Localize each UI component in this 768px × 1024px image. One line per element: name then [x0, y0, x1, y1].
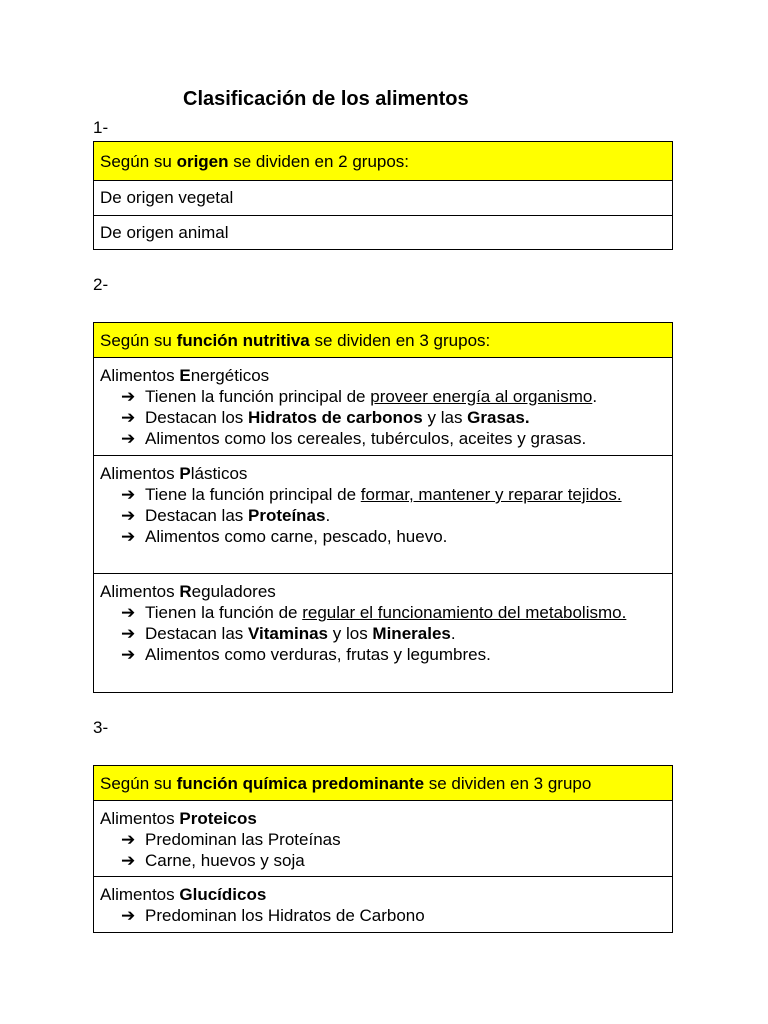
nutritive-table-header: Según su función nutritiva se dividen en 3 grupos:: [94, 323, 673, 358]
group-title: Alimentos Energéticos: [100, 366, 270, 385]
list-item: ➔ Carne, huevos y soja: [121, 851, 305, 870]
list-item: ➔ Tiene la función principal de formar, mantener y reparar tejidos.: [121, 485, 622, 504]
group-glucidicos: [94, 877, 673, 933]
arrow-right-icon: ➔: [121, 624, 136, 643]
list-item: ➔ Predominan los Hidratos de Carbono: [121, 906, 425, 925]
arrow-right-icon: ➔: [121, 830, 136, 849]
group-plasticos: [94, 456, 673, 574]
origin-table: [93, 141, 673, 250]
chemical-function-table: [93, 765, 673, 933]
section-3-number: 3-: [93, 718, 109, 737]
section-1-number: 1-: [93, 118, 109, 137]
arrow-right-icon: ➔: [121, 429, 136, 448]
section-2-number: 2-: [93, 275, 109, 294]
origin-table-header: Según su origen se dividen en 2 grupos:: [94, 142, 673, 181]
arrow-right-icon: ➔: [121, 603, 136, 622]
list-item: ➔ Destacan las Proteínas.: [121, 506, 331, 525]
arrow-right-icon: ➔: [121, 408, 136, 427]
arrow-right-icon: ➔: [121, 485, 136, 504]
nutritive-function-table: [93, 322, 673, 693]
arrow-right-icon: ➔: [121, 851, 136, 870]
list-item: ➔ Predominan las Proteínas: [121, 830, 341, 849]
group-reguladores: [94, 574, 673, 693]
list-item: ➔ Alimentos como los cereales, tubérculos, aceites y grasas.: [121, 429, 587, 448]
table-row: De origen vegetal: [94, 181, 673, 216]
arrow-right-icon: ➔: [121, 387, 136, 406]
arrow-right-icon: ➔: [121, 906, 136, 925]
arrow-right-icon: ➔: [121, 527, 136, 546]
group-title: Alimentos Reguladores: [100, 582, 276, 601]
arrow-right-icon: ➔: [121, 506, 136, 525]
list-item: ➔ Destacan las Vitaminas y los Minerales.: [121, 624, 456, 643]
group-title: Alimentos Plásticos: [100, 464, 248, 483]
group-title: Alimentos Glucídicos: [100, 885, 267, 904]
group-title: Alimentos Proteicos: [100, 809, 257, 828]
list-item: ➔ Alimentos como carne, pescado, huevo.: [121, 527, 448, 546]
list-item: ➔ Tienen la función principal de proveer energía al organismo.: [121, 387, 598, 406]
page-title: Clasificación de los alimentos: [183, 88, 469, 110]
list-item: ➔ Alimentos como verduras, frutas y legumbres.: [121, 645, 491, 664]
group-proteicos: [94, 801, 673, 877]
group-energeticos: [94, 358, 673, 456]
table-row: De origen animal: [94, 216, 673, 250]
chemical-table-header: Según su función química predominante se dividen en 3 grupo: [94, 766, 673, 801]
list-item: ➔ Destacan los Hidratos de carbonos y las Grasas.: [121, 408, 530, 427]
list-item: ➔ Tienen la función de regular el funcionamiento del metabolismo.: [121, 603, 627, 622]
arrow-right-icon: ➔: [121, 645, 136, 664]
